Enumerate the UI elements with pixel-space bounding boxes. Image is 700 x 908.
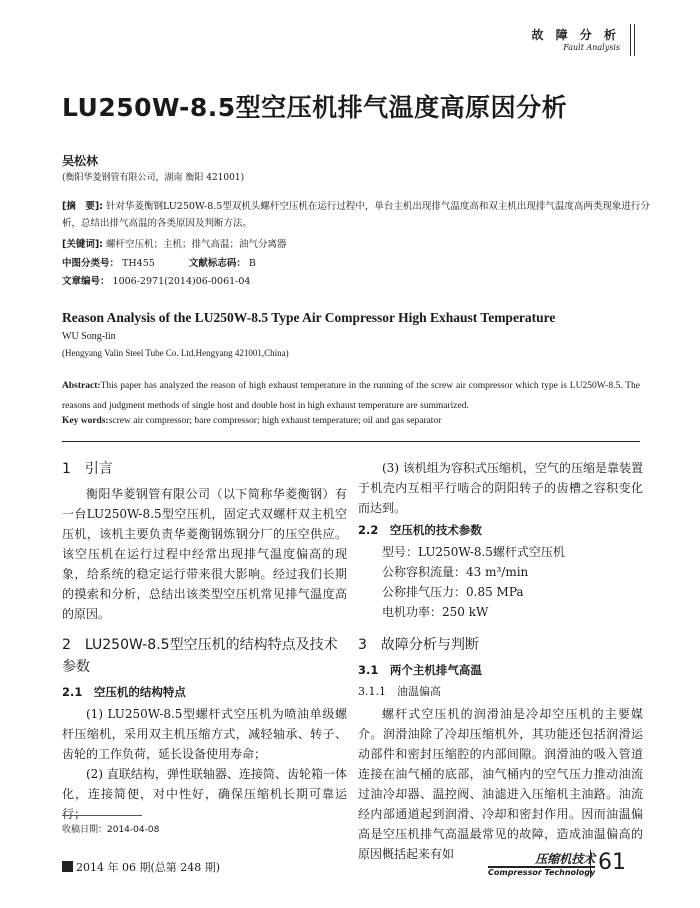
section-2-heading: 2 LU250W-8.5型空压机的结构特点及技术参数 [62, 637, 338, 675]
section-3-1-heading: 3.1 两个主机排气高温 [358, 663, 482, 677]
page-number-rule [590, 850, 591, 878]
abstract-cn-text: 针对华菱衡钢LU250W-8.5型双机头螺杆空压机在运行过程中，单台主机出现排气温度高和双主机出现排气温度高两类现象进行分析，总结出排气高温的各类原因及判断方法。 [62, 201, 650, 229]
class-code-label: 中图分类号： [62, 258, 120, 269]
spec-power: 电机功率：250 kW [382, 605, 489, 619]
keywords-cn [62, 236, 652, 253]
section-2-2-heading: 2.2 空压机的技术参数 [358, 523, 482, 537]
spec-flow: 公称容积流量：43 m³/min [382, 565, 529, 579]
article-number-value: 1006-2971(2014)06-0061-04 [112, 276, 251, 287]
section-tag-bar [630, 24, 635, 56]
journal-name-cn: 压缩机技术 [488, 852, 595, 868]
affiliation: (衡阳华菱钢管有限公司，湖南 衡阳 421001) [62, 173, 245, 183]
body-column-right [358, 458, 643, 864]
article-number [62, 273, 652, 290]
author-en: WU Song-lin [62, 331, 116, 342]
received-date: 收稿日期：2014-04-08 [62, 825, 160, 835]
paper-title-en: Reason Analysis of the LU250W-8.5 Type Air Compressor High Exhaust Temperature [62, 310, 556, 325]
spec-model: 型号：LU250W-8.5螺杆式空压机 [382, 545, 565, 559]
abstract-cn-label: [摘 要]: [62, 201, 103, 212]
body-column-left [62, 458, 347, 824]
issue-text: 2014 年 06 期(总第 248 期) [76, 861, 221, 874]
issue-info [62, 859, 220, 875]
section-2-1-heading: 2.1 空压机的结构特点 [62, 685, 186, 699]
section-tag-en: Fault Analysis [563, 43, 620, 52]
abstract-en [62, 376, 640, 416]
doc-code-value: B [248, 258, 256, 269]
article-number-label: 文章编号： [62, 276, 110, 287]
class-code-value: TH455 [122, 258, 155, 269]
section-2-1-item-3: (3) 该机组为容积式压缩机，空气的压缩是靠装置于机壳内互相平行啮合的阴阳转子的齿槽之容积变化而达到。 [358, 461, 643, 515]
section-1-paragraph: 衡阳华菱钢管有限公司（以下简称华菱衡钢）有一台LU250W-8.5型空压机，固定式双螺杆双主机空压机，该机主要负责华菱衡钢炼钢分厂的压空供应。该空压机在运行过程中经常出现排气温度偏高的现象，给系统的稳定运行带来很大影响。经过我们长期的摸索和分析，总结出该类型空压机常见排气温度高的原因。 [62, 487, 347, 621]
abstract-cn [62, 198, 652, 232]
issue-mark-icon [62, 861, 73, 872]
keywords-cn-label: [关键词]: [62, 239, 103, 250]
journal-name-en: Compressor Technology [488, 868, 596, 877]
section-tag-cn: 故 障 分 析 [531, 28, 620, 42]
keywords-en-label: Key words: [62, 416, 109, 426]
doc-code-label: 文献标志码： [188, 258, 246, 269]
abstract-en-text: This paper has analyzed the reason of high exhaust temperature in the running of the screw air compressor which type is LU250W-8.5. The reasons and judgment methods of single host and double host in high exhaust temperature are summarized. [62, 381, 640, 411]
section-3-1-1-paragraph: 螺杆式空压机的润滑油是冷却空压机的主要媒介。润滑油除了冷却压缩机外，其功能还包括润滑运动部件和密封压缩腔的内部间隙。润滑油的吸入管道连接在油气桶的底部，油气桶内的空气压力推动油流过油冷却器、温控阀、油滤进入压缩机主油路。油流经内部通道起到润滑、冷却和密封作用。因而油温偏高是空压机排气高温最常见的故障，造成油温偏高的原因概括起来有如 [358, 707, 643, 861]
header-divider [62, 441, 640, 442]
section-3-heading: 3 故障分析与判断 [358, 637, 479, 653]
section-tag [531, 26, 620, 52]
section-1-heading: 1 引言 [62, 461, 113, 477]
keywords-en-text: screw air compressor; bare compressor; high exhaust temperature; oil and gas separator [108, 416, 442, 426]
author: 吴松林 [62, 154, 99, 168]
abstract-en-label: Abstract: [62, 381, 101, 391]
paper-title: LU250W-8.5型空压机排气温度高原因分析 [62, 93, 568, 122]
section-2-1-item-2: (2) 直联结构，弹性联轴器、连接筒、齿轮箱一体化，连接简便，对中性好，确保压缩机长期可靠运行； [62, 767, 347, 821]
journal-logo [488, 852, 595, 877]
spec-pressure: 公称排气压力：0.85 MPa [382, 585, 524, 599]
keywords-cn-text: 螺杆空压机；主机；排气高温；油气分离器 [106, 239, 287, 250]
section-3-1-1-heading: 3.1.1 油温偏高 [358, 685, 441, 698]
page-number: 61 [598, 850, 626, 875]
class-code [62, 255, 652, 272]
footnote-rule [62, 815, 142, 816]
affiliation-en: (Hengyang Valin Steel Tube Co. Ltd.Hengyang 421001,China) [62, 348, 289, 358]
keywords-en [62, 416, 640, 426]
section-2-1-item-1: (1) LU250W-8.5型螺杆式空压机为喷油单级螺杆压缩机，采用双主机压缩方式，减轻轴承、转子、齿轮的工作负荷，延长设备使用寿命； [62, 707, 347, 761]
